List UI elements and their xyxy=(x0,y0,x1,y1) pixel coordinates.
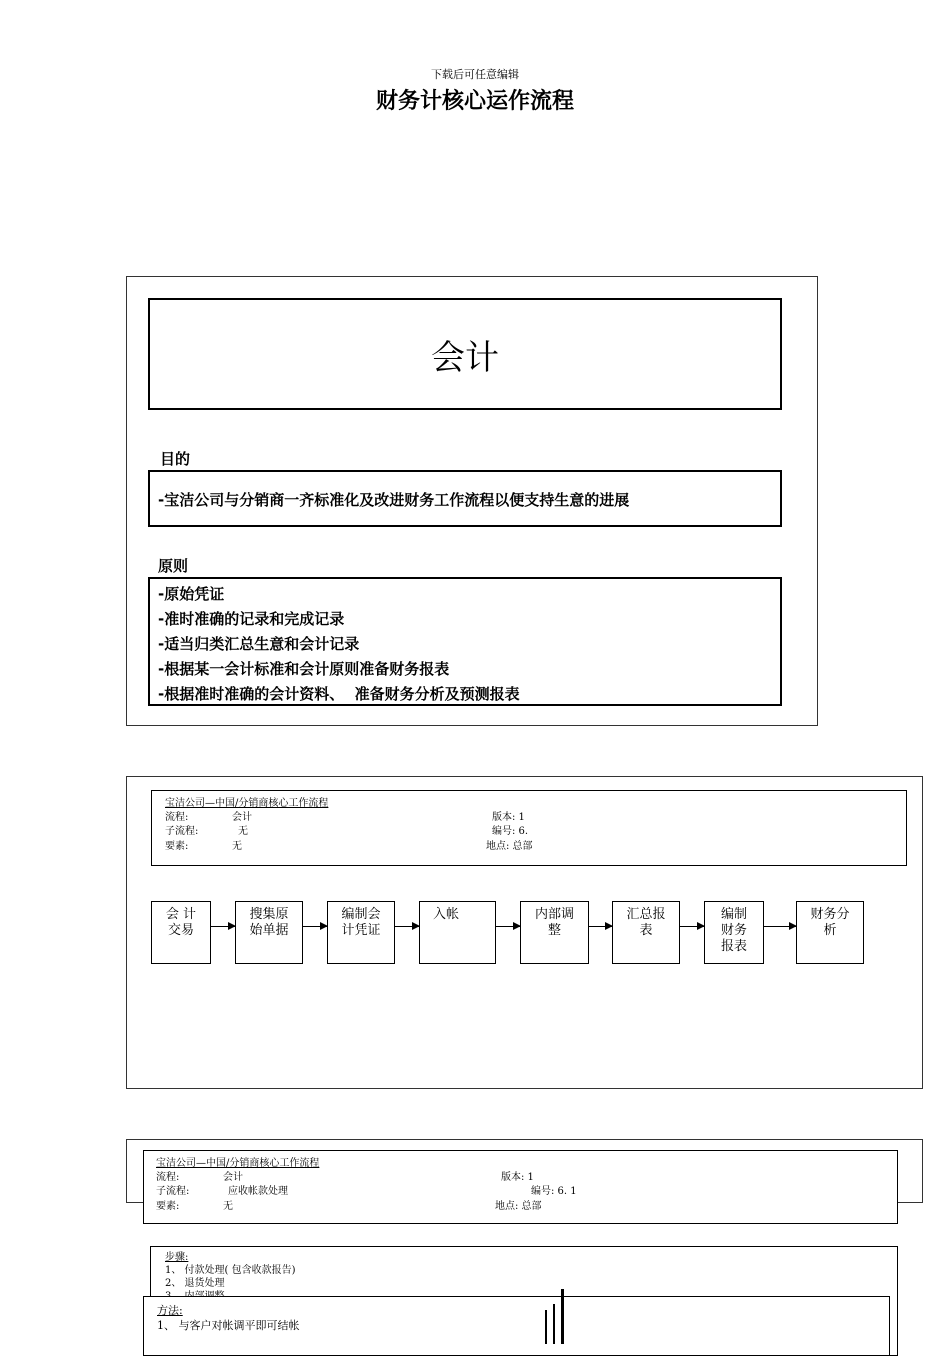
method-label: 方法: xyxy=(157,1304,183,1317)
flow-step-label: 汇总报 xyxy=(626,907,666,922)
flow-step-box xyxy=(796,901,864,964)
flow-arrow xyxy=(680,926,704,927)
flow-step-box xyxy=(419,901,496,964)
process-label: 流程: xyxy=(156,1172,180,1183)
version-text: 版本: 1 xyxy=(492,812,525,823)
principle-box xyxy=(148,577,782,706)
principle-item: -根据某一会计标准和会计原则准备财务报表 xyxy=(158,660,450,678)
subprocess-value: 无 xyxy=(238,826,248,837)
flow-step-label: 财务 xyxy=(720,923,747,938)
principle-label: 原则 xyxy=(158,557,189,575)
flow-step-label: 编制会 xyxy=(341,907,381,922)
process-value: 会计 xyxy=(223,1172,243,1183)
flow-step-label: 报表 xyxy=(720,939,747,954)
element-value: 无 xyxy=(232,841,242,852)
flow-step-label: 整 xyxy=(547,923,561,938)
flow-step-label: 始单据 xyxy=(249,923,289,938)
flow-step-box xyxy=(235,901,303,964)
flow-step-label: 会 计 xyxy=(165,907,197,922)
org-title: 宝洁公司—中国/分销商核心工作流程 xyxy=(165,798,329,809)
flow-step-label: 交易 xyxy=(167,923,194,938)
flow-step-label: 表 xyxy=(639,923,653,938)
subprocess-label: 子流程: xyxy=(156,1186,190,1197)
flow-arrow xyxy=(764,926,796,927)
number-text: 编号: 6. 1 xyxy=(531,1186,577,1197)
flow-arrow xyxy=(211,926,235,927)
flow-step-label: 入帐 xyxy=(433,907,460,922)
purpose-box xyxy=(148,470,782,527)
process-label: 流程: xyxy=(165,812,189,823)
decorative-bar xyxy=(545,1310,547,1344)
element-label: 要素: xyxy=(156,1201,180,1212)
process-header-box xyxy=(151,790,907,866)
subprocess-value: 应收帐款处理 xyxy=(228,1186,288,1197)
method-item: 1、 与客户对帐调平即可结帐 xyxy=(157,1319,300,1332)
flow-step-box xyxy=(520,901,589,964)
flow-arrow xyxy=(303,926,327,927)
step-item: 1、 付款处理( 包含收款报告) xyxy=(165,1265,296,1276)
flow-step-box xyxy=(151,901,211,964)
location-text: 地点: 总部 xyxy=(495,1201,542,1212)
org-title: 宝洁公司—中国/分销商核心工作流程 xyxy=(156,1158,320,1169)
element-label: 要素: xyxy=(165,841,189,852)
principle-item: -准时准确的记录和完成记录 xyxy=(158,610,345,628)
slide-title-box xyxy=(148,298,782,410)
steps-label: 步骤: xyxy=(165,1252,189,1263)
flow-step-box xyxy=(612,901,680,964)
flow-step-box xyxy=(704,901,764,964)
flow-step-label: 内部调 xyxy=(534,907,574,922)
flow-step-label: 搜集原 xyxy=(249,907,289,922)
process-value: 会计 xyxy=(232,812,252,823)
flow-arrow xyxy=(395,926,419,927)
decorative-bar xyxy=(553,1304,555,1344)
step-item: 2、 退货处理 xyxy=(165,1278,225,1289)
method-box xyxy=(143,1296,890,1356)
decorative-bar xyxy=(561,1289,564,1344)
flow-arrow xyxy=(496,926,520,927)
flow-arrow xyxy=(589,926,612,927)
subprocess-label: 子流程: xyxy=(165,826,199,837)
slide-title: 会计 xyxy=(431,337,499,378)
location-text: 地点: 总部 xyxy=(486,841,533,852)
purpose-label: 目的 xyxy=(160,450,191,468)
document-title: 财务计核心运作流程 xyxy=(375,89,574,114)
number-text: 编号: 6. xyxy=(492,826,529,837)
flow-step-label: 析 xyxy=(823,923,837,938)
flow-step-box xyxy=(327,901,395,964)
principle-item: -适当归类汇总生意和会计记录 xyxy=(158,635,360,653)
flow-step-label: 编制 xyxy=(720,907,747,922)
version-text: 版本: 1 xyxy=(501,1172,534,1183)
flow-step-label: 财务分 xyxy=(810,907,850,922)
principle-item: -根据准时准确的会计资料、 准备财务分析及预测报表 xyxy=(158,685,520,703)
watermark-text: 下载后可任意编辑 xyxy=(431,68,519,81)
process-header-box xyxy=(143,1150,898,1224)
flow-step-label: 计凭证 xyxy=(341,923,381,938)
purpose-text: -宝洁公司与分销商一齐标准化及改进财务工作流程以便支持生意的进展 xyxy=(158,491,630,509)
element-value: 无 xyxy=(223,1201,233,1212)
principle-item: -原始凭证 xyxy=(158,585,225,603)
